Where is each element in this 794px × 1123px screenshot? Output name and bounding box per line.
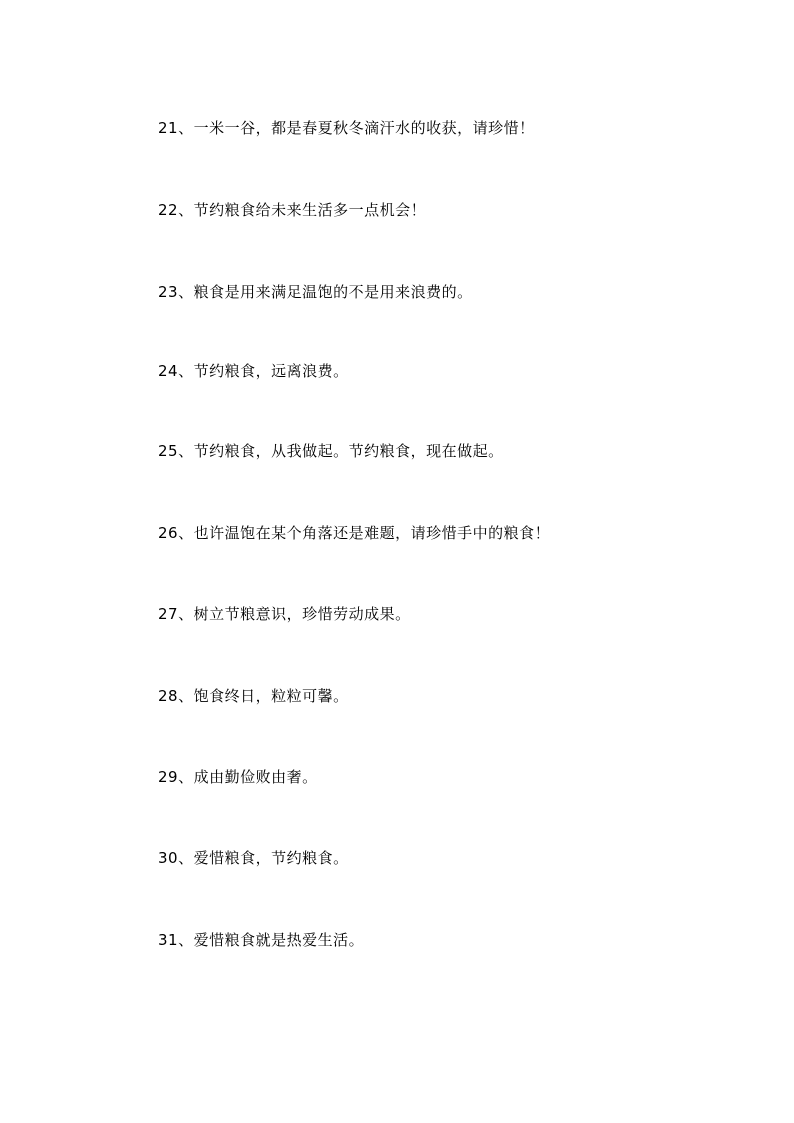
slogan-line-31: 31、爱惜粮食就是热爱生活。 — [158, 931, 365, 949]
slogan-line-30: 30、爱惜粮食，节约粮食。 — [158, 849, 349, 867]
slogan-line-26: 26、也许温饱在某个角落还是难题，请珍惜手中的粮食！ — [158, 524, 551, 542]
slogan-line-29: 29、成由勤俭败由奢。 — [158, 768, 318, 786]
slogan-line-25: 25、节约粮食，从我做起。节约粮食，现在做起。 — [158, 442, 504, 460]
slogan-line-27: 27、树立节粮意识，珍惜劳动成果。 — [158, 605, 411, 623]
slogan-line-21: 21、一米一谷，都是春夏秋冬滴汗水的收获，请珍惜！ — [158, 119, 535, 137]
slogan-line-23: 23、粮食是用来满足温饱的不是用来浪费的。 — [158, 283, 473, 301]
slogan-line-22: 22、节约粮食给未来生活多一点机会！ — [158, 201, 427, 219]
slogan-line-28: 28、饱食终日，粒粒可馨。 — [158, 687, 349, 705]
slogan-line-24: 24、节约粮食，远离浪费。 — [158, 362, 349, 380]
